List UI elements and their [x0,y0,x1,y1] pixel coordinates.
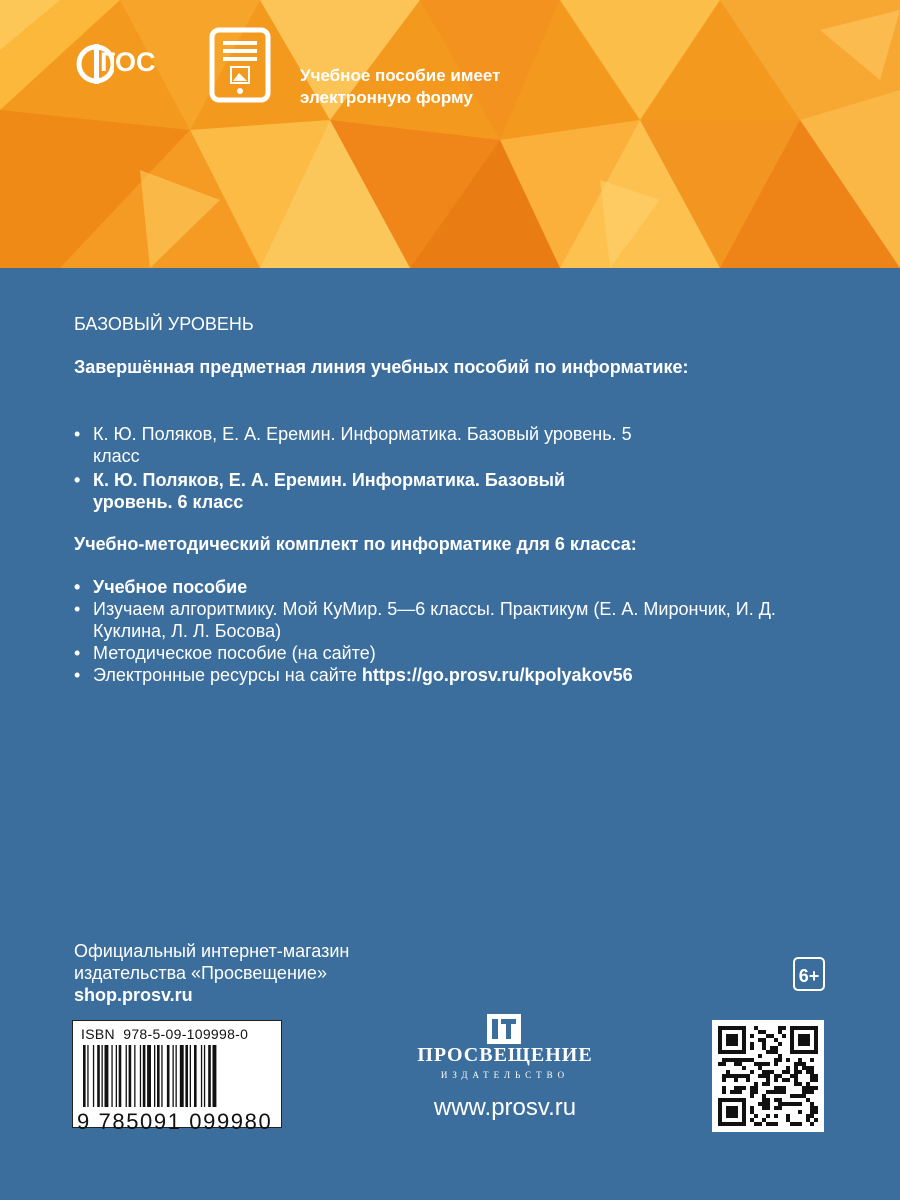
publisher-url[interactable]: www.prosv.ru [433,1094,577,1121]
list-item: • Учебное пособие [74,576,794,598]
subject-line-title: Завершённая предметная линия учебных пособий по информатике: [74,357,689,377]
level-label: БАЗОВЫЙ УРОВЕНЬ [74,314,254,334]
list-item: • К. Ю. Поляков, Е. А. Еремин. Информатика. Базовый уровень. 5 класс [74,423,634,467]
publisher-subtitle: ИЗДАТЕЛЬСТВО [440,1070,570,1080]
cover-header [0,0,900,268]
list-item: • Методическое пособие (на сайте) [74,642,794,664]
umk-title: Учебно-методический комплект по информатике для 6 класса: [74,534,637,554]
publisher-name: ПРОСВЕЩЕНИЕ [417,1044,593,1066]
fgos-text: ГОС [100,47,156,77]
resources-prefix: Электронные ресурсы на сайте [93,665,362,685]
barcode-bars [81,1045,275,1107]
qr-code-icon [718,1026,818,1126]
subject-line-list [74,423,634,513]
shop-link[interactable]: shop.prosv.ru [74,985,193,1005]
age-rating-badge: 6+ [793,957,825,991]
isbn-barcode [72,1020,282,1134]
list-item [74,664,794,686]
tablet-icon [209,27,271,103]
list-item: • Изучаем алгоритмику. Мой КуМир. 5—6 классы. Практикум (Е. А. Мирончик, И. Д. Куклина, Л. Л. Босова) [74,598,794,642]
official-shop-note [74,940,434,1006]
umk-list [74,576,794,686]
electronic-form-note: Учебное пособие имеет электронную форму [300,66,501,107]
ean-digits: 9 785091 099980 [77,1109,273,1134]
shop-line: Официальный интернет-магазин [74,941,350,961]
qr-code[interactable] [712,1020,824,1132]
publisher-logo-icon [487,1014,521,1044]
resources-link[interactable]: https://go.prosv.ru/kpolyakov56 [361,665,633,685]
list-item: • К. Ю. Поляков, Е. А. Еремин. Информатика. Базовый уровень. 6 класс [74,469,634,513]
shop-line: издательства «Просвещение» [74,963,327,983]
isbn-label: ISBN 978-5-09-109998-0 [81,1026,249,1042]
fgos-logo [74,40,174,90]
